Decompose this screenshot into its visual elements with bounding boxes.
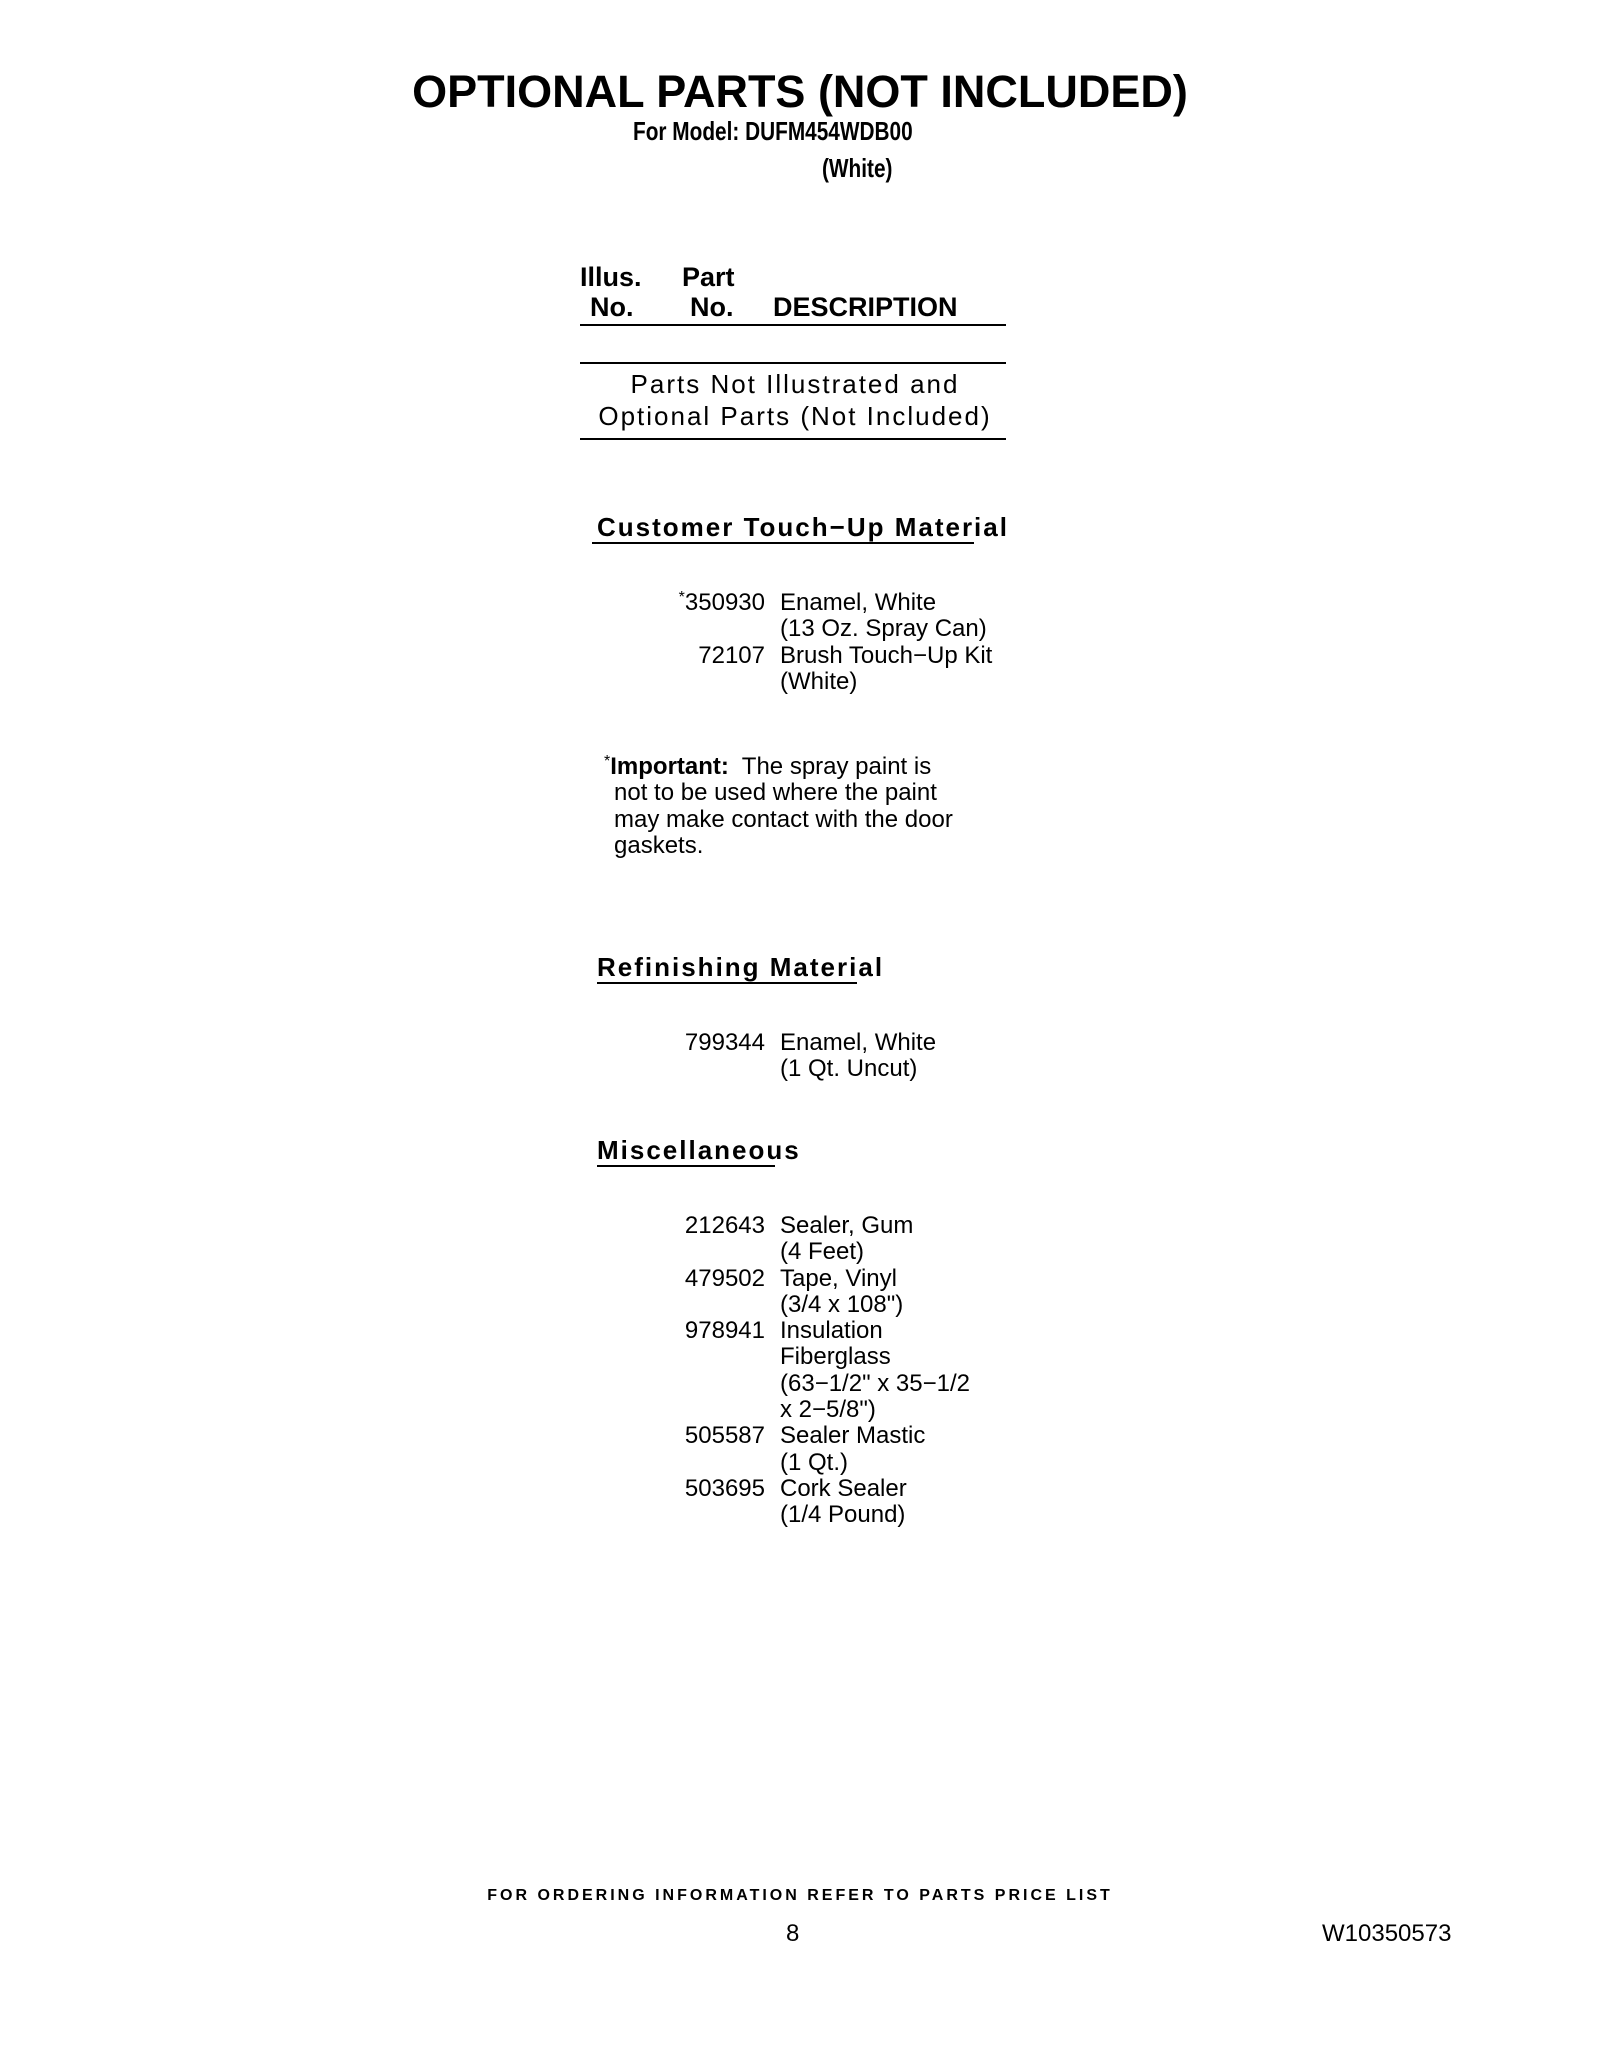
col-illus-bottom: No. [590,292,634,322]
section-heading-misc: Miscellaneous [597,1135,801,1165]
part-number: *350930 [678,589,765,616]
not-illustrated-line1: Parts Not Illustrated and [630,369,960,399]
part-row [640,1030,936,1083]
part-description: Enamel, White (13 Oz. Spray Can) [780,589,987,643]
note-line-1: The spray paint is [741,753,932,780]
note-line-3: may make contact with the door [614,805,953,833]
asterisk-marker: * [604,753,611,770]
header-rule [580,324,1006,326]
part-row [640,643,992,696]
part-number: 479502 [684,1264,765,1292]
section-heading-touchup: Customer Touch−Up Material [597,512,1009,542]
part-description: Sealer, Gum (4 Feet) [780,1212,914,1266]
part-number: 799344 [684,1029,765,1056]
parts-list-refinishing [640,1030,936,1083]
divider-rule-bottom [580,438,1006,440]
document-id: W10350573 [1322,1920,1452,1947]
part-row [640,1318,970,1423]
not-illustrated-heading [582,368,1008,432]
not-illustrated-line2: Optional Parts (Not Included) [598,401,992,431]
part-number: 212643 [684,1212,765,1239]
section-heading-refinishing: Refinishing Material [597,952,885,982]
col-description: DESCRIPTION [773,292,958,322]
section-rule-misc [597,1165,775,1167]
part-row [640,1213,970,1266]
section-rule-touchup [592,542,974,544]
important-label: Important: [610,753,729,780]
important-note [604,754,984,859]
asterisk-marker: * [678,589,685,606]
part-number: 505587 [684,1422,765,1450]
part-description: Tape, Vinyl (3/4 x 108") [780,1264,904,1318]
part-row [640,1423,970,1476]
page-number: 8 [786,1920,800,1947]
col-part-top: Part [682,262,735,292]
part-row [640,1266,970,1319]
ordering-note: FOR ORDERING INFORMATION REFER TO PARTS PRICE LIST [487,1887,1113,1904]
part-row [640,1476,970,1529]
part-number: 72107 [698,641,765,669]
model-line: For Model: DUFM454WDB00 [633,116,913,146]
section-rule-refinishing [597,982,857,984]
parts-list-touchup [640,590,992,695]
part-description: Enamel, White (1 Qt. Uncut) [780,1029,937,1083]
col-illus-top: Illus. [580,262,642,292]
part-description: Sealer Mastic (1 Qt.) [780,1422,926,1476]
page-title: OPTIONAL PARTS (NOT INCLUDED) [412,66,1188,117]
part-description: Cork Sealer (1/4 Pound) [780,1474,907,1529]
part-number: 978941 [684,1317,765,1345]
note-line-2: not to be used where the paint [614,779,937,807]
divider-rule [580,362,1006,364]
col-part-bottom: No. [690,292,734,322]
part-row [640,590,992,643]
part-description: Insulation Fiberglass (63−1/2" x 35−1/2 x 2−5/8") [780,1317,970,1424]
parts-list-misc [640,1213,970,1529]
part-number: 503695 [684,1474,765,1502]
model-variant: (White) [822,153,893,183]
part-description: Brush Touch−Up Kit (White) [780,641,993,695]
note-line-4: gaskets. [614,831,704,859]
